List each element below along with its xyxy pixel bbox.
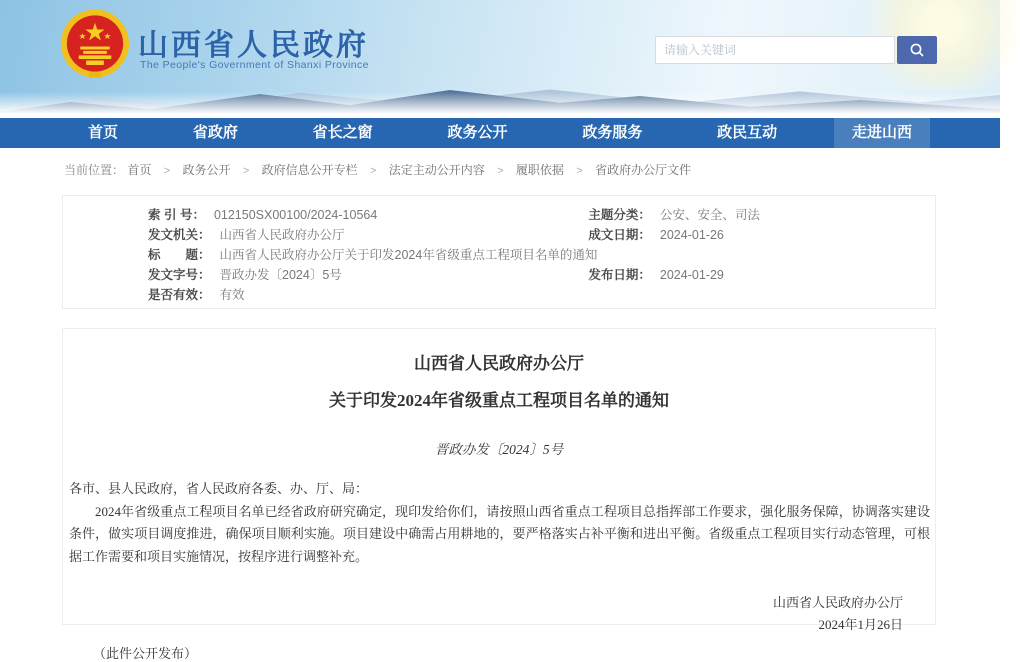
main-navbar: [0, 118, 1000, 148]
meta-value: 有效: [219, 288, 245, 302]
signature-organization: 山西省人民政府办公厅: [772, 595, 903, 610]
document-title-line2: 关于印发2024年省级重点工程项目名单的通知: [329, 391, 669, 410]
breadcrumb-separator: >: [242, 165, 250, 177]
document-paragraph: 2024年省级重点工程项目名单已经省政府研究确定，现印发给你们，请按照山西省重点工程项目总指挥部工作要求，强化服务保障，协调落实建设条件，做实项目调度推进，确保项目顺利实施。项目建设中确需占用耕地的，要严格落实占补平衡和进出平衡。省级重点工程项目实行动态管理，可根据工作需要和项目实施情况，按程序进行调整补充。: [69, 503, 930, 564]
meta-label: 是否有效：: [148, 288, 211, 302]
nav-items: [70, 118, 930, 148]
breadcrumb-statutory-content[interactable]: 法定主动公开内容: [388, 163, 485, 177]
public-release-note: （此件公开发布）: [93, 646, 198, 661]
metadata-right-column: [564, 205, 935, 308]
meta-row-index-number: [148, 205, 564, 225]
site-header: [0, 0, 1000, 118]
document-title-line1: 山西省人民政府办公厅: [414, 354, 584, 373]
meta-label: 索 引 号：: [148, 208, 205, 222]
meta-row-publish-date: [588, 265, 935, 285]
breadcrumb-label: 当前位置：: [64, 163, 125, 177]
breadcrumb-separator: >: [497, 165, 504, 177]
breadcrumb-separator: >: [163, 165, 171, 177]
search-input[interactable]: [655, 36, 895, 64]
meta-row-topic-category: [588, 205, 935, 225]
document-content-box: [62, 328, 936, 661]
breadcrumb: [64, 161, 691, 178]
nav-item-gov-services[interactable]: 政务服务: [582, 124, 643, 141]
meta-label: 成文日期：: [588, 228, 651, 242]
meta-value: 山西省人民政府办公厅: [219, 228, 345, 242]
site-title: 山西省人民政府: [138, 29, 369, 62]
meta-row-title: [148, 245, 598, 265]
meta-row-written-date: [588, 225, 935, 245]
meta-label: 发文机关：: [148, 228, 211, 242]
meta-value: 012150SX00100/2024-10564: [213, 208, 378, 222]
meta-row-document-number: [148, 265, 564, 285]
document-salutation: 各市、县人民政府，省人民政府各委、办、厅、局：: [69, 481, 369, 496]
signature-block: [63, 592, 903, 636]
search-icon: [909, 42, 925, 58]
meta-label: 标 题：: [148, 248, 211, 262]
breadcrumb-home[interactable]: 首页: [127, 163, 152, 177]
nav-item-into-shanxi[interactable]: 走进山西: [834, 118, 930, 148]
nav-item-interaction[interactable]: 政民互动: [717, 124, 778, 141]
search-bar: [655, 36, 937, 64]
breadcrumb-duty-basis[interactable]: 履职依据: [515, 163, 564, 177]
signature-date: 2024年1月26日: [818, 617, 903, 632]
site-subtitle: The People's Government of Shanxi Province: [140, 59, 369, 71]
breadcrumb-separator: >: [576, 165, 583, 177]
meta-value: 公安、安全、司法: [659, 208, 760, 222]
mist-overlay: [0, 92, 1000, 118]
document-number: 晋政办发〔2024〕5号: [434, 442, 564, 457]
search-button[interactable]: [897, 36, 937, 64]
nav-item-governor-window[interactable]: 省长之窗: [312, 124, 373, 141]
national-emblem-logo[interactable]: [58, 7, 132, 83]
meta-row-validity: [148, 285, 564, 305]
meta-label: 发文字号：: [148, 268, 211, 282]
metadata-left-column: [63, 205, 598, 308]
breadcrumb-gov-disclosure[interactable]: 政务公开: [182, 163, 231, 177]
breadcrumb-office-documents[interactable]: 省政府办公厅文件: [595, 163, 692, 177]
nav-item-home[interactable]: 首页: [88, 124, 119, 141]
meta-label: 发布日期：: [588, 268, 651, 282]
meta-value: 晋政办发〔2024〕5号: [219, 268, 342, 282]
meta-row-spacer: [588, 245, 935, 265]
meta-value: 2024-01-26: [659, 228, 724, 242]
document-metadata-box: [62, 195, 936, 309]
breadcrumb-separator: >: [370, 165, 377, 177]
nav-item-provincial-gov[interactable]: 省政府: [192, 124, 238, 141]
meta-value: 山西省人民政府办公厅关于印发2024年省级重点工程项目名单的通知: [219, 248, 598, 262]
meta-row-issuing-organ: [148, 225, 564, 245]
document-body: [69, 478, 930, 568]
nav-item-gov-disclosure[interactable]: 政务公开: [447, 124, 508, 141]
meta-value: 2024-01-29: [659, 268, 724, 282]
meta-label: 主题分类：: [588, 208, 651, 222]
national-emblem-icon: [58, 7, 132, 83]
breadcrumb-info-column[interactable]: 政府信息公开专栏: [261, 163, 358, 177]
